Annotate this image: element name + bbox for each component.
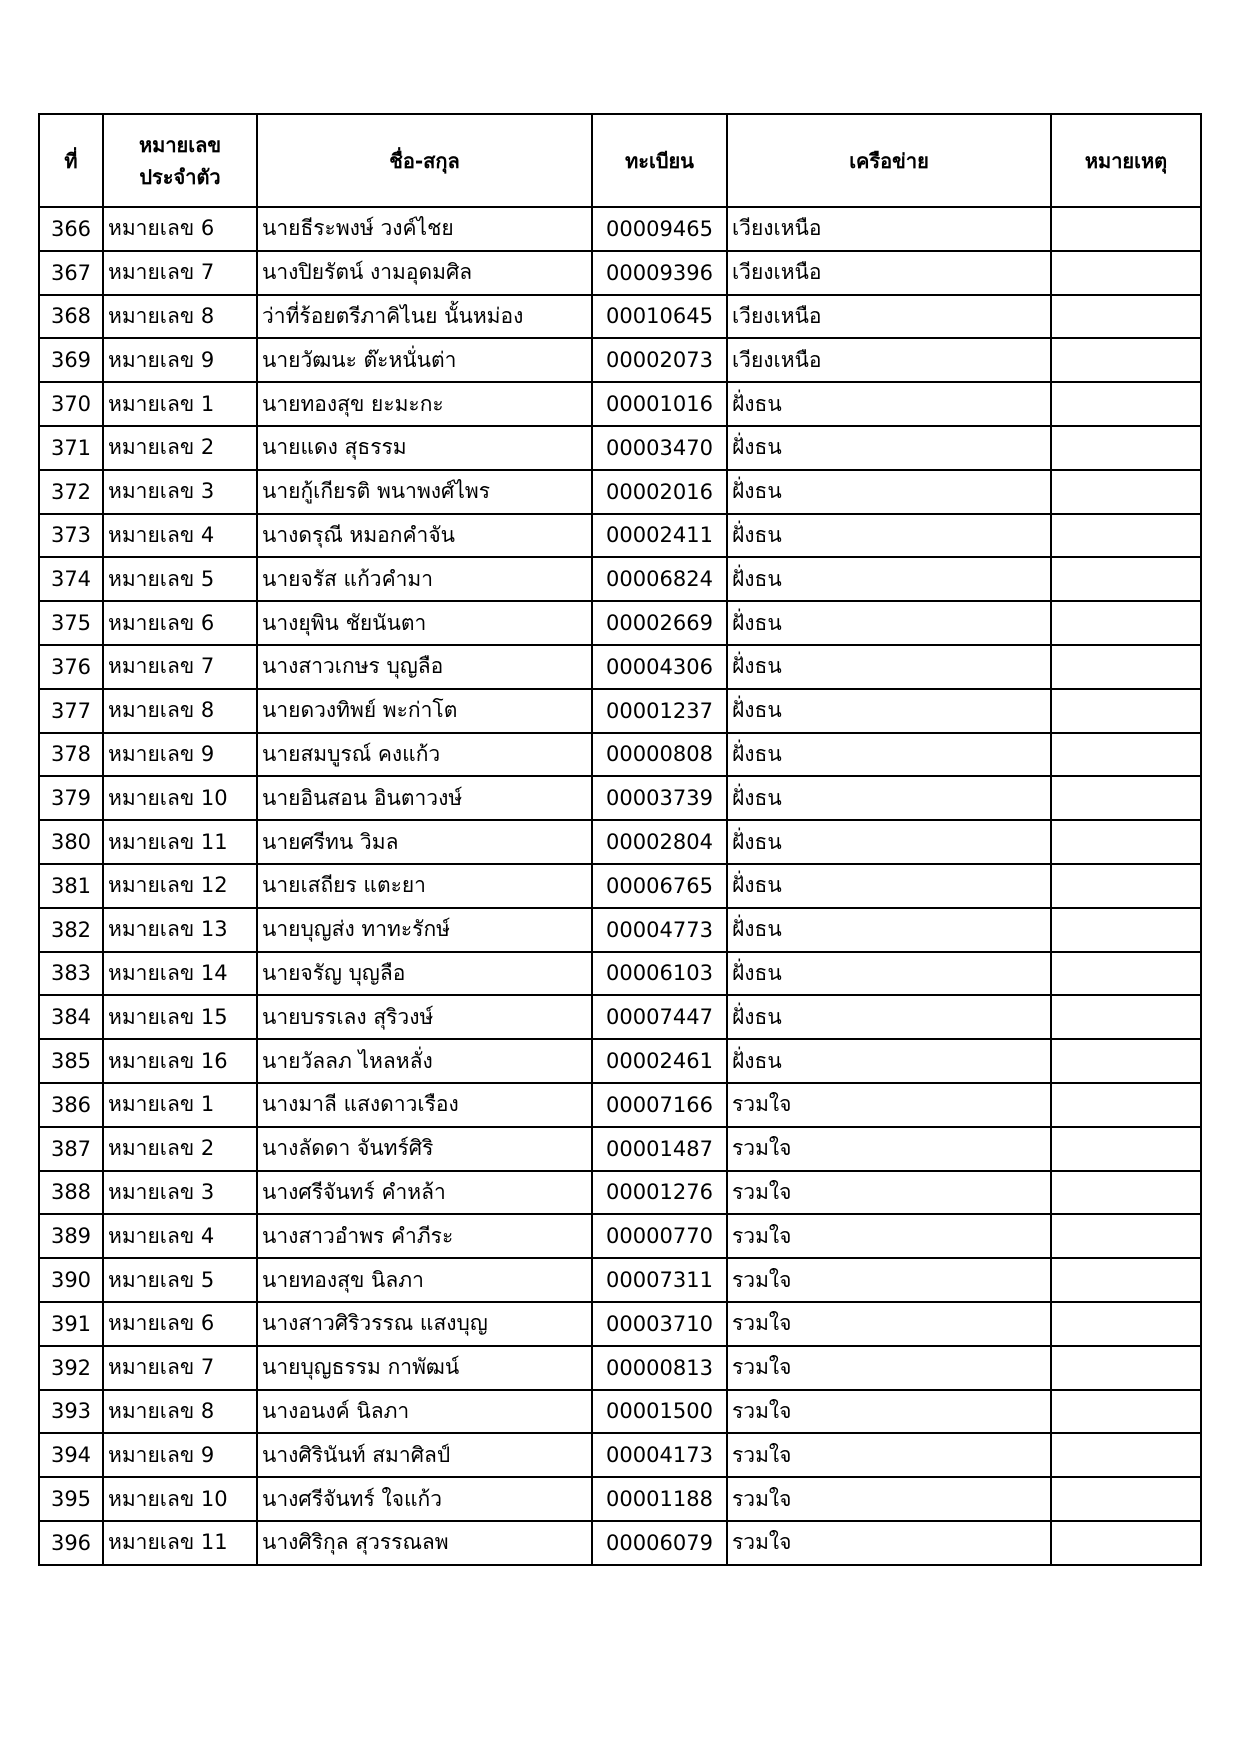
full-name-cell: นางสาวเกษร บุญลือ bbox=[257, 645, 592, 689]
table-row bbox=[39, 864, 1201, 908]
registration-number-cell: 00007166 bbox=[592, 1083, 727, 1127]
row-number-cell: 392 bbox=[39, 1346, 103, 1390]
row-number-cell: 386 bbox=[39, 1083, 103, 1127]
network-name-cell: ฝั่งธน bbox=[727, 470, 1051, 514]
full-name-cell: นายสมบูรณ์ คงแก้ว bbox=[257, 733, 592, 777]
full-name-cell: นายบรรเลง สุริวงษ์ bbox=[257, 995, 592, 1039]
row-number-cell: 375 bbox=[39, 601, 103, 645]
id-number-cell: หมายเลข 9 bbox=[103, 1433, 257, 1477]
id-number-cell: หมายเลข 1 bbox=[103, 1083, 257, 1127]
registration-number-cell: 00006765 bbox=[592, 864, 727, 908]
table-row bbox=[39, 1477, 1201, 1521]
header-name: ชื่อ-สกุล bbox=[257, 114, 592, 207]
row-number-cell: 371 bbox=[39, 426, 103, 470]
id-number-cell: หมายเลข 1 bbox=[103, 382, 257, 426]
row-number-cell: 366 bbox=[39, 207, 103, 251]
full-name-cell: นายอินสอน อินตาวงษ์ bbox=[257, 776, 592, 820]
network-name-cell: ฝั่งธน bbox=[727, 820, 1051, 864]
network-name-cell: รวมใจ bbox=[727, 1214, 1051, 1258]
remark-cell bbox=[1051, 908, 1201, 952]
network-name-cell: ฝั่งธน bbox=[727, 952, 1051, 996]
registration-number-cell: 00006103 bbox=[592, 952, 727, 996]
network-name-cell: รวมใจ bbox=[727, 1171, 1051, 1215]
full-name-cell: นายธีระพงษ์ วงค์ไชย bbox=[257, 207, 592, 251]
table-row bbox=[39, 338, 1201, 382]
id-number-cell: หมายเลข 10 bbox=[103, 1477, 257, 1521]
full-name-cell: นางศรีจันทร์ ใจแก้ว bbox=[257, 1477, 592, 1521]
registration-number-cell: 00000808 bbox=[592, 733, 727, 777]
remark-cell bbox=[1051, 207, 1201, 251]
registration-number-cell: 00006079 bbox=[592, 1521, 727, 1565]
full-name-cell: นายเสถียร แตะยา bbox=[257, 864, 592, 908]
table-row bbox=[39, 1258, 1201, 1302]
id-number-cell: หมายเลข 2 bbox=[103, 1127, 257, 1171]
registration-number-cell: 00002073 bbox=[592, 338, 727, 382]
network-name-cell: ฝั่งธน bbox=[727, 864, 1051, 908]
remark-cell bbox=[1051, 1258, 1201, 1302]
network-name-cell: ฝั่งธน bbox=[727, 689, 1051, 733]
id-number-cell: หมายเลข 8 bbox=[103, 1390, 257, 1434]
registration-number-cell: 00001237 bbox=[592, 689, 727, 733]
row-number-cell: 374 bbox=[39, 557, 103, 601]
id-number-cell: หมายเลข 15 bbox=[103, 995, 257, 1039]
remark-cell bbox=[1051, 1302, 1201, 1346]
registration-number-cell: 00000813 bbox=[592, 1346, 727, 1390]
network-name-cell: ฝั่งธน bbox=[727, 776, 1051, 820]
full-name-cell: นายศรีทน วิมล bbox=[257, 820, 592, 864]
remark-cell bbox=[1051, 251, 1201, 295]
table-row bbox=[39, 251, 1201, 295]
header-row bbox=[39, 114, 1201, 207]
registration-number-cell: 00002016 bbox=[592, 470, 727, 514]
network-name-cell: ฝั่งธน bbox=[727, 557, 1051, 601]
row-number-cell: 367 bbox=[39, 251, 103, 295]
row-number-cell: 396 bbox=[39, 1521, 103, 1565]
row-number-cell: 370 bbox=[39, 382, 103, 426]
network-name-cell: ฝั่งธน bbox=[727, 601, 1051, 645]
remark-cell bbox=[1051, 1477, 1201, 1521]
header-registration: ทะเบียน bbox=[592, 114, 727, 207]
network-name-cell: ฝั่งธน bbox=[727, 426, 1051, 470]
id-number-cell: หมายเลข 3 bbox=[103, 1171, 257, 1215]
row-number-cell: 379 bbox=[39, 776, 103, 820]
remark-cell bbox=[1051, 952, 1201, 996]
remark-cell bbox=[1051, 470, 1201, 514]
full-name-cell: นางดรุณี หมอกคำจัน bbox=[257, 514, 592, 558]
table-row bbox=[39, 645, 1201, 689]
id-number-cell: หมายเลข 2 bbox=[103, 426, 257, 470]
full-name-cell: นายบุญส่ง ทาทะรักษ์ bbox=[257, 908, 592, 952]
network-name-cell: ฝั่งธน bbox=[727, 382, 1051, 426]
row-number-cell: 387 bbox=[39, 1127, 103, 1171]
row-number-cell: 372 bbox=[39, 470, 103, 514]
table-row bbox=[39, 1127, 1201, 1171]
id-number-cell: หมายเลข 9 bbox=[103, 733, 257, 777]
row-number-cell: 384 bbox=[39, 995, 103, 1039]
table-row bbox=[39, 1390, 1201, 1434]
row-number-cell: 395 bbox=[39, 1477, 103, 1521]
header-id-line2: ประจำตัว bbox=[139, 164, 221, 189]
id-number-cell: หมายเลข 9 bbox=[103, 338, 257, 382]
table-row bbox=[39, 1302, 1201, 1346]
table-row bbox=[39, 601, 1201, 645]
table-row bbox=[39, 1521, 1201, 1565]
network-name-cell: รวมใจ bbox=[727, 1302, 1051, 1346]
full-name-cell: นางศิริกุล สุวรรณลพ bbox=[257, 1521, 592, 1565]
registration-number-cell: 00003470 bbox=[592, 426, 727, 470]
full-name-cell: นางมาลี แสงดาวเรือง bbox=[257, 1083, 592, 1127]
table-row bbox=[39, 207, 1201, 251]
id-number-cell: หมายเลข 14 bbox=[103, 952, 257, 996]
id-number-cell: หมายเลข 7 bbox=[103, 1346, 257, 1390]
table-row bbox=[39, 295, 1201, 339]
remark-cell bbox=[1051, 1171, 1201, 1215]
row-number-cell: 378 bbox=[39, 733, 103, 777]
header-remark: หมายเหตุ bbox=[1051, 114, 1201, 207]
table-row bbox=[39, 1346, 1201, 1390]
id-number-cell: หมายเลข 6 bbox=[103, 601, 257, 645]
row-number-cell: 389 bbox=[39, 1214, 103, 1258]
registration-number-cell: 00003739 bbox=[592, 776, 727, 820]
id-number-cell: หมายเลข 8 bbox=[103, 295, 257, 339]
row-number-cell: 388 bbox=[39, 1171, 103, 1215]
network-name-cell: เวียงเหนือ bbox=[727, 251, 1051, 295]
table-header bbox=[39, 114, 1201, 207]
id-number-cell: หมายเลข 6 bbox=[103, 207, 257, 251]
registration-number-cell: 00002411 bbox=[592, 514, 727, 558]
row-number-cell: 394 bbox=[39, 1433, 103, 1477]
remark-cell bbox=[1051, 820, 1201, 864]
header-no: ที่ bbox=[39, 114, 103, 207]
network-name-cell: เวียงเหนือ bbox=[727, 338, 1051, 382]
row-number-cell: 385 bbox=[39, 1039, 103, 1083]
full-name-cell: นายวัฒนะ ต๊ะหนั่นต่า bbox=[257, 338, 592, 382]
network-name-cell: ฝั่งธน bbox=[727, 908, 1051, 952]
header-id-number bbox=[103, 114, 257, 207]
table-row bbox=[39, 952, 1201, 996]
row-number-cell: 383 bbox=[39, 952, 103, 996]
row-number-cell: 369 bbox=[39, 338, 103, 382]
table-row bbox=[39, 514, 1201, 558]
registration-number-cell: 00000770 bbox=[592, 1214, 727, 1258]
remark-cell bbox=[1051, 382, 1201, 426]
network-name-cell: รวมใจ bbox=[727, 1083, 1051, 1127]
full-name-cell: นางศิรินันท์ สมาศิลป์ bbox=[257, 1433, 592, 1477]
remark-cell bbox=[1051, 995, 1201, 1039]
remark-cell bbox=[1051, 514, 1201, 558]
id-number-cell: หมายเลข 11 bbox=[103, 1521, 257, 1565]
full-name-cell: นางสาวอำพร คำภีระ bbox=[257, 1214, 592, 1258]
registration-number-cell: 00001487 bbox=[592, 1127, 727, 1171]
network-name-cell: รวมใจ bbox=[727, 1127, 1051, 1171]
full-name-cell: นางสาวศิริวรรณ แสงบุญ bbox=[257, 1302, 592, 1346]
full-name-cell: นายกู้เกียรติ พนาพงศ์ไพร bbox=[257, 470, 592, 514]
registration-number-cell: 00006824 bbox=[592, 557, 727, 601]
full-name-cell: นายแดง สุธรรม bbox=[257, 426, 592, 470]
full-name-cell: นายดวงทิพย์ พะก่าโต bbox=[257, 689, 592, 733]
id-number-cell: หมายเลข 5 bbox=[103, 557, 257, 601]
id-number-cell: หมายเลข 7 bbox=[103, 645, 257, 689]
registration-number-cell: 00007311 bbox=[592, 1258, 727, 1302]
network-name-cell: รวมใจ bbox=[727, 1433, 1051, 1477]
registration-number-cell: 00001016 bbox=[592, 382, 727, 426]
network-name-cell: ฝั่งธน bbox=[727, 645, 1051, 689]
table-row bbox=[39, 426, 1201, 470]
registration-number-cell: 00002804 bbox=[592, 820, 727, 864]
row-number-cell: 381 bbox=[39, 864, 103, 908]
row-number-cell: 377 bbox=[39, 689, 103, 733]
full-name-cell: นางยุพิน ชัยนันตา bbox=[257, 601, 592, 645]
remark-cell bbox=[1051, 1214, 1201, 1258]
network-name-cell: รวมใจ bbox=[727, 1477, 1051, 1521]
full-name-cell: นายทองสุข ยะมะกะ bbox=[257, 382, 592, 426]
full-name-cell: นายบุญธรรม กาพัฒน์ bbox=[257, 1346, 592, 1390]
member-table bbox=[38, 113, 1202, 1566]
table-row bbox=[39, 1214, 1201, 1258]
table-row bbox=[39, 557, 1201, 601]
full-name-cell: นายจรัญ บุญลือ bbox=[257, 952, 592, 996]
id-number-cell: หมายเลข 10 bbox=[103, 776, 257, 820]
network-name-cell: รวมใจ bbox=[727, 1346, 1051, 1390]
row-number-cell: 373 bbox=[39, 514, 103, 558]
full-name-cell: นางลัดดา จันทร์ศิริ bbox=[257, 1127, 592, 1171]
full-name-cell: นางปิยรัตน์ งามอุดมศิล bbox=[257, 251, 592, 295]
registration-number-cell: 00004773 bbox=[592, 908, 727, 952]
table-row bbox=[39, 1083, 1201, 1127]
registration-number-cell: 00010645 bbox=[592, 295, 727, 339]
id-number-cell: หมายเลข 3 bbox=[103, 470, 257, 514]
remark-cell bbox=[1051, 645, 1201, 689]
remark-cell bbox=[1051, 689, 1201, 733]
row-number-cell: 376 bbox=[39, 645, 103, 689]
network-name-cell: รวมใจ bbox=[727, 1258, 1051, 1302]
table-row bbox=[39, 1039, 1201, 1083]
id-number-cell: หมายเลข 11 bbox=[103, 820, 257, 864]
id-number-cell: หมายเลข 13 bbox=[103, 908, 257, 952]
remark-cell bbox=[1051, 1433, 1201, 1477]
table-row bbox=[39, 776, 1201, 820]
table-row bbox=[39, 689, 1201, 733]
remark-cell bbox=[1051, 295, 1201, 339]
registration-number-cell: 00007447 bbox=[592, 995, 727, 1039]
id-number-cell: หมายเลข 6 bbox=[103, 1302, 257, 1346]
remark-cell bbox=[1051, 1521, 1201, 1565]
id-number-cell: หมายเลข 12 bbox=[103, 864, 257, 908]
registration-number-cell: 00002461 bbox=[592, 1039, 727, 1083]
registration-number-cell: 00009465 bbox=[592, 207, 727, 251]
network-name-cell: ฝั่งธน bbox=[727, 995, 1051, 1039]
remark-cell bbox=[1051, 557, 1201, 601]
network-name-cell: ฝั่งธน bbox=[727, 1039, 1051, 1083]
table-row bbox=[39, 995, 1201, 1039]
network-name-cell: เวียงเหนือ bbox=[727, 295, 1051, 339]
id-number-cell: หมายเลข 5 bbox=[103, 1258, 257, 1302]
remark-cell bbox=[1051, 338, 1201, 382]
registration-number-cell: 00001188 bbox=[592, 1477, 727, 1521]
registration-number-cell: 00004173 bbox=[592, 1433, 727, 1477]
remark-cell bbox=[1051, 426, 1201, 470]
remark-cell bbox=[1051, 733, 1201, 777]
full-name-cell: นายวัลลภ ไหลหลั่ง bbox=[257, 1039, 592, 1083]
id-number-cell: หมายเลข 16 bbox=[103, 1039, 257, 1083]
registration-number-cell: 00004306 bbox=[592, 645, 727, 689]
row-number-cell: 380 bbox=[39, 820, 103, 864]
remark-cell bbox=[1051, 1127, 1201, 1171]
remark-cell bbox=[1051, 1346, 1201, 1390]
network-name-cell: รวมใจ bbox=[727, 1521, 1051, 1565]
id-number-cell: หมายเลข 8 bbox=[103, 689, 257, 733]
document-sheet bbox=[38, 113, 1200, 1566]
row-number-cell: 390 bbox=[39, 1258, 103, 1302]
registration-number-cell: 00001276 bbox=[592, 1171, 727, 1215]
full-name-cell: ว่าที่ร้อยตรีภาคิไนย นั้นหม่อง bbox=[257, 295, 592, 339]
row-number-cell: 368 bbox=[39, 295, 103, 339]
registration-number-cell: 00002669 bbox=[592, 601, 727, 645]
table-row bbox=[39, 1171, 1201, 1215]
registration-number-cell: 00001500 bbox=[592, 1390, 727, 1434]
row-number-cell: 393 bbox=[39, 1390, 103, 1434]
table-row bbox=[39, 382, 1201, 426]
full-name-cell: นางอนงค์ นิลภา bbox=[257, 1390, 592, 1434]
network-name-cell: ฝั่งธน bbox=[727, 733, 1051, 777]
table-row bbox=[39, 733, 1201, 777]
remark-cell bbox=[1051, 601, 1201, 645]
header-id-line1: หมายเลข bbox=[138, 132, 222, 157]
row-number-cell: 382 bbox=[39, 908, 103, 952]
table-row bbox=[39, 470, 1201, 514]
remark-cell bbox=[1051, 1039, 1201, 1083]
header-network: เครือข่าย bbox=[727, 114, 1051, 207]
registration-number-cell: 00009396 bbox=[592, 251, 727, 295]
remark-cell bbox=[1051, 776, 1201, 820]
remark-cell bbox=[1051, 864, 1201, 908]
id-number-cell: หมายเลข 4 bbox=[103, 1214, 257, 1258]
id-number-cell: หมายเลข 7 bbox=[103, 251, 257, 295]
table-row bbox=[39, 820, 1201, 864]
network-name-cell: รวมใจ bbox=[727, 1390, 1051, 1434]
table-row bbox=[39, 908, 1201, 952]
network-name-cell: ฝั่งธน bbox=[727, 514, 1051, 558]
registration-number-cell: 00003710 bbox=[592, 1302, 727, 1346]
table-row bbox=[39, 1433, 1201, 1477]
network-name-cell: เวียงเหนือ bbox=[727, 207, 1051, 251]
full-name-cell: นายทองสุข นิลภา bbox=[257, 1258, 592, 1302]
row-number-cell: 391 bbox=[39, 1302, 103, 1346]
remark-cell bbox=[1051, 1390, 1201, 1434]
table-body bbox=[39, 207, 1201, 1565]
remark-cell bbox=[1051, 1083, 1201, 1127]
id-number-cell: หมายเลข 4 bbox=[103, 514, 257, 558]
full-name-cell: นายจรัส แก้วคำมา bbox=[257, 557, 592, 601]
full-name-cell: นางศรีจันทร์ คำหล้า bbox=[257, 1171, 592, 1215]
